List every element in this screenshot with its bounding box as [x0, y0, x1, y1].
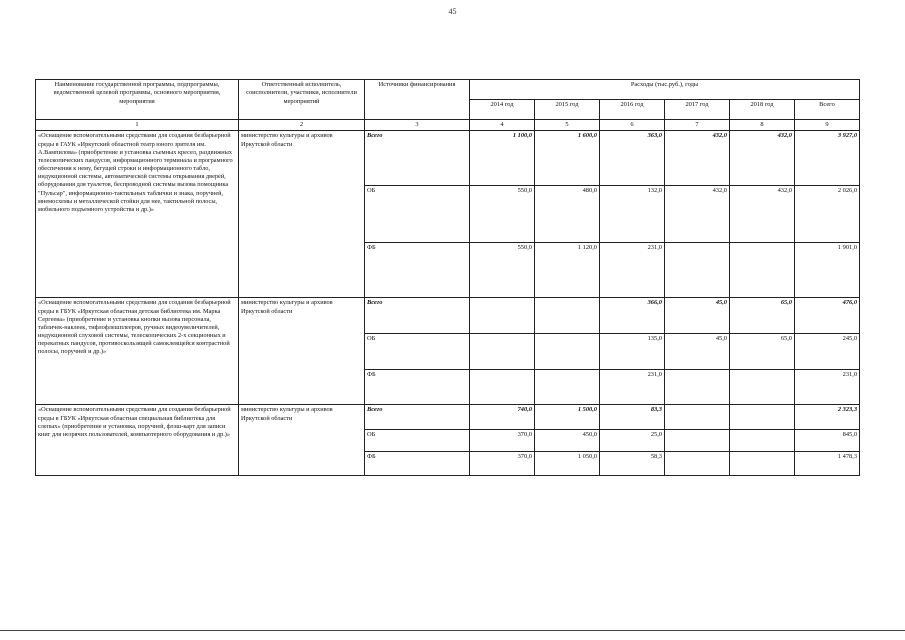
total-value-cell: 1 478,3	[795, 452, 860, 476]
page-number: 45	[448, 7, 457, 16]
header-year: 2015 год	[535, 100, 600, 120]
year-value-cell	[535, 370, 600, 405]
header-expenses: Расходы (тыс.руб.), годы	[470, 80, 860, 100]
year-value-cell: 135,0	[600, 334, 665, 370]
funding-source: ОБ	[365, 334, 470, 370]
year-value-cell: 740,0	[470, 405, 535, 430]
funding-source: Всего	[365, 131, 470, 186]
funding-source: ФБ	[365, 370, 470, 405]
header-source: Источники финансирования	[365, 80, 470, 120]
header-year: 2014 год	[470, 100, 535, 120]
page-bottom-edge	[0, 630, 905, 631]
expenses-table	[35, 79, 860, 476]
funding-source: Всего	[365, 405, 470, 430]
total-value-cell: 2 323,3	[795, 405, 860, 430]
year-value-cell: 550,0	[470, 243, 535, 298]
year-value-cell: 1 500,0	[535, 405, 600, 430]
year-value-cell: 480,0	[535, 186, 600, 243]
year-value-cell	[470, 298, 535, 334]
year-value-cell: 132,0	[600, 186, 665, 243]
year-value-cell: 83,3	[600, 405, 665, 430]
column-number: 8	[730, 120, 795, 131]
year-value-cell: 65,0	[730, 334, 795, 370]
year-value-cell: 1 100,0	[470, 131, 535, 186]
header-year: 2017 год	[665, 100, 730, 120]
column-number: 3	[365, 120, 470, 131]
year-value-cell	[665, 452, 730, 476]
year-value-cell: 25,0	[600, 430, 665, 452]
year-value-cell	[665, 243, 730, 298]
year-value-cell: 231,0	[600, 243, 665, 298]
measure-name: «Оснащение вспомогательными средствами для создания безбарьерной среды в ГБУК «Иркутская областная специальная библиотека для слепых» (приобретение и установка, поручней, флэш-карт для записи книг для незрячих пользователей, компьютерного оборудования и др.)»	[36, 405, 239, 476]
year-value-cell: 1 600,0	[535, 131, 600, 186]
year-value-cell: 58,3	[600, 452, 665, 476]
column-number: 1	[36, 120, 239, 131]
column-number: 9	[795, 120, 860, 131]
column-number: 6	[600, 120, 665, 131]
column-number: 4	[470, 120, 535, 131]
year-value-cell: 370,0	[470, 452, 535, 476]
header-year: 2016 год	[600, 100, 665, 120]
column-number: 7	[665, 120, 730, 131]
year-value-cell: 366,0	[600, 298, 665, 334]
year-value-cell: 65,0	[730, 298, 795, 334]
year-value-cell	[665, 405, 730, 430]
year-value-cell: 432,0	[665, 131, 730, 186]
year-value-cell	[730, 243, 795, 298]
table-row	[36, 405, 860, 430]
funding-source: ОБ	[365, 430, 470, 452]
year-value-cell: 231,0	[600, 370, 665, 405]
year-value-cell: 363,0	[600, 131, 665, 186]
year-value-cell	[470, 370, 535, 405]
measure-name: «Оснащение вспомогательными средствами для создания безбарьерной среды в ГАУК «Иркутский областной театр юного зрителя им. А.Вампилова» (приобретение и установка съемных кресел, раздвижных телескопических пандусов, информационного терминала и програмного обеспечения к нему, бегущей строки и информационного табло, индукционной системы, автоматической системы открывания дверей, оборудования для туалетов, беспроводной системы вызова помощника "Пульсар", информационно-тактильных таблички и знака, поручней, мнемосхемы и металлической стойки для нее, тактильной полосы, мобильного подъемного устройства и др.)»	[36, 131, 239, 298]
year-value-cell	[730, 430, 795, 452]
header-name: Наименование государственной программы, подпрограммы, ведомственной целевой программы, основного мероприятия, мероприятия	[36, 80, 239, 120]
year-value-cell: 432,0	[730, 131, 795, 186]
measure-executor: министерство культуры и архивов Иркутской области	[239, 405, 365, 476]
year-value-cell: 550,0	[470, 186, 535, 243]
year-value-cell	[470, 334, 535, 370]
header-year: 2018 год	[730, 100, 795, 120]
year-value-cell	[535, 298, 600, 334]
year-value-cell	[665, 430, 730, 452]
header-total: Всего	[795, 100, 860, 120]
year-value-cell	[730, 370, 795, 405]
total-value-cell: 476,0	[795, 298, 860, 334]
year-value-cell: 45,0	[665, 298, 730, 334]
year-value-cell	[535, 334, 600, 370]
year-value-cell	[730, 452, 795, 476]
funding-source: ОБ	[365, 186, 470, 243]
measure-executor: министерство культуры и архивов Иркутской области	[239, 131, 365, 298]
total-value-cell: 245,0	[795, 334, 860, 370]
funding-source: ФБ	[365, 243, 470, 298]
year-value-cell	[730, 405, 795, 430]
funding-source: ФБ	[365, 452, 470, 476]
table-row	[36, 131, 860, 186]
total-value-cell: 845,0	[795, 430, 860, 452]
year-value-cell: 450,0	[535, 430, 600, 452]
column-number: 5	[535, 120, 600, 131]
measure-name: «Оснащение вспомогательными средствами для создания безбарьерной среды в ГБУК «Иркутская областная детская библиотека им. Марка Сергеева» (приобретение и установка кнопки вызова персонала, табличек-наклеек, тифлофлешплееров, ручных видеоувеличителей, индукционной слуховой системы, телескопических 2-х секционных и перекатных пандусов, противоскользящей самоклеящейся контрастной полосы, поручней и др.)»	[36, 298, 239, 405]
header-executor: Ответственный исполнитель, соисполнители, участники, исполнители мероприятий	[239, 80, 365, 120]
total-value-cell: 2 026,0	[795, 186, 860, 243]
year-value-cell: 1 050,0	[535, 452, 600, 476]
year-value-cell	[665, 370, 730, 405]
measure-executor: министерство культуры и архивов Иркутской области	[239, 298, 365, 405]
year-value-cell: 370,0	[470, 430, 535, 452]
year-value-cell: 432,0	[730, 186, 795, 243]
funding-source: Всего	[365, 298, 470, 334]
total-value-cell: 231,0	[795, 370, 860, 405]
total-value-cell: 3 927,0	[795, 131, 860, 186]
column-number: 2	[239, 120, 365, 131]
table-row	[36, 298, 860, 334]
year-value-cell: 432,0	[665, 186, 730, 243]
year-value-cell: 45,0	[665, 334, 730, 370]
year-value-cell: 1 120,0	[535, 243, 600, 298]
total-value-cell: 1 901,0	[795, 243, 860, 298]
